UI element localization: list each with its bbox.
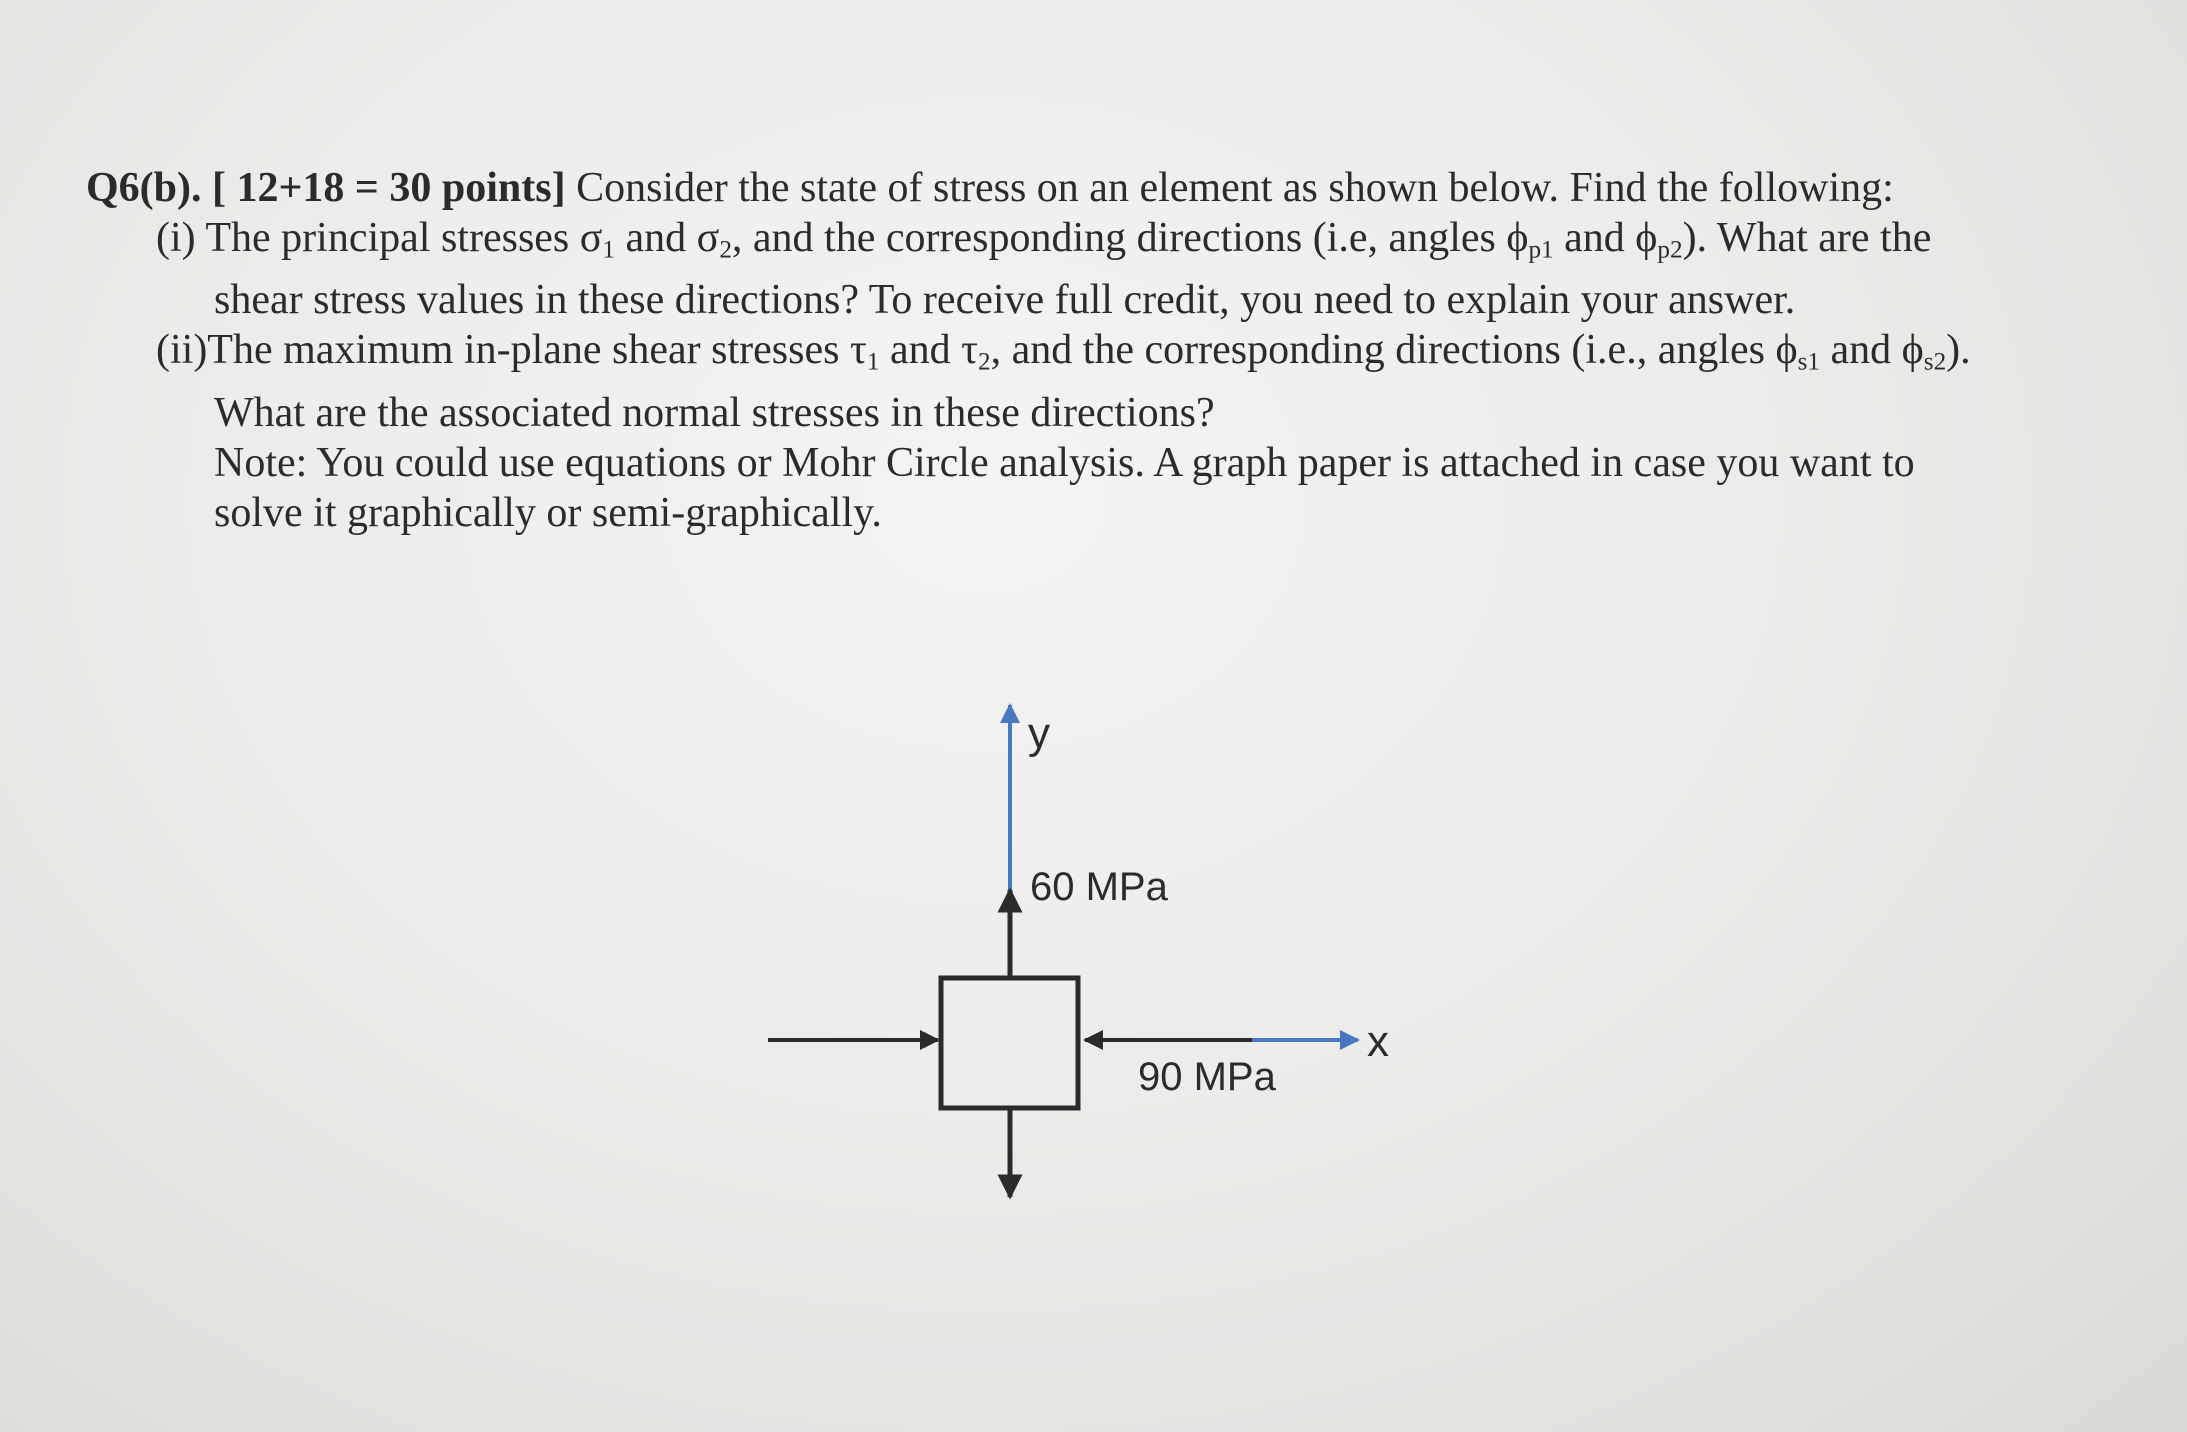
part-i-line-1: (i) The principal stresses $\sigma_1$ and $\sigma_2$, and the corresponding directions (i.e, angles $\phi_{p1}$ and $\phi_{p2}$). What are the bbox=[156, 215, 1932, 264]
x-axis-label: x bbox=[1367, 1017, 1389, 1066]
note-line-2: solve it graphically or semi-graphically. bbox=[214, 489, 882, 536]
question-intro: Consider the state of stress on an element as shown below. Find the following: bbox=[565, 165, 1894, 211]
part-ii-line-2: What are the associated normal stresses in these directions? bbox=[214, 389, 1215, 436]
question-number-points: Q6(b). [ 12+18 = 30 points] bbox=[86, 165, 566, 211]
part-ii-line-1: (ii)The maximum in-plane shear stresses $\tau_1$ and $\tau_2$, and the corresponding directions (i.e., angles $\phi_{s1}$ and $\phi_{s2}$). bbox=[156, 327, 1971, 376]
part-i-line-2: shear stress values in these directions? To receive full credit, you need to explain your answer. bbox=[214, 277, 1796, 324]
y-axis-label: y bbox=[1028, 709, 1050, 758]
horizontal-stress-label: 90 MPa bbox=[1138, 1055, 1276, 1099]
note-line-1: Note: You could use equations or Mohr Circle analysis. A graph paper is attached in case you want to bbox=[214, 439, 1915, 486]
vertical-stress-label: 60 MPa bbox=[1030, 865, 1168, 909]
stress-element bbox=[941, 978, 1078, 1108]
